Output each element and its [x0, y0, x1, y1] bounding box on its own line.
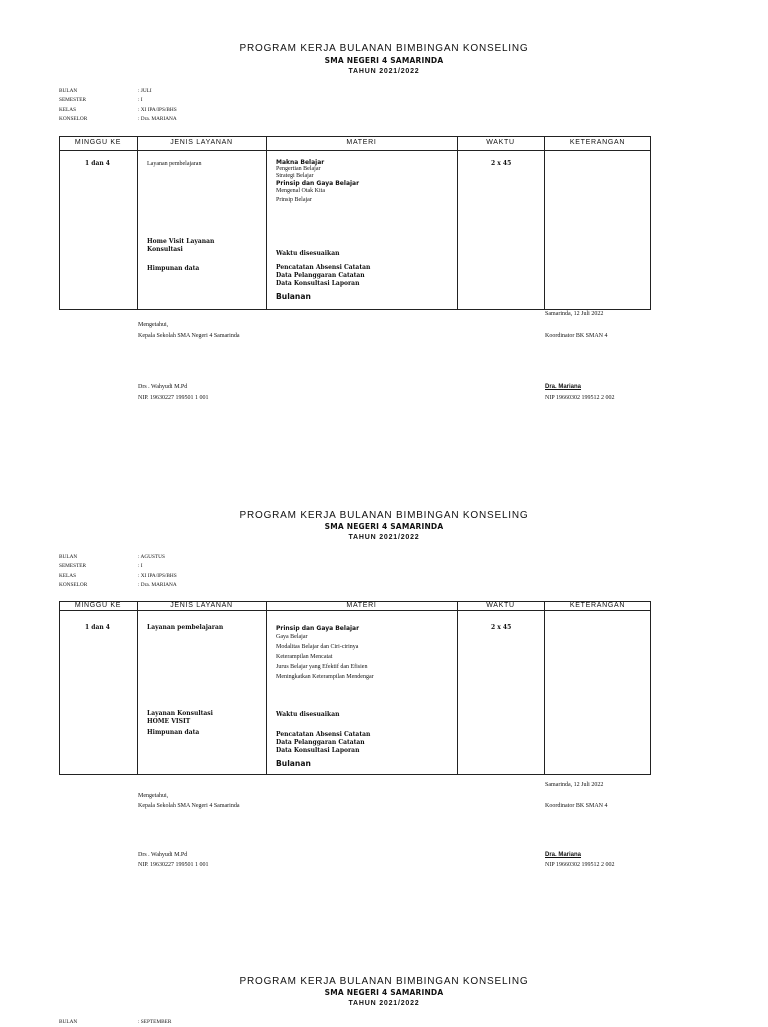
- program-table: [59, 136, 651, 310]
- minggu-value: 1 dan 4: [85, 624, 110, 631]
- pencatatan-list: [276, 264, 370, 288]
- meta-value-konselor: : Dra. MARIANA: [138, 115, 177, 122]
- materi-item: Keterampilan Mencatat: [276, 654, 333, 660]
- doc-title: PROGRAM KERJA BULANAN BIMBINGAN KONSELING: [239, 43, 529, 54]
- header-minggu-ke: MINGGU KE: [74, 139, 122, 146]
- meta-value-bulan: : SEPTEMBER: [138, 1019, 172, 1025]
- column-divider: [266, 601, 267, 775]
- materi-item: Jurus Belajar yang Efektif dan Efisien: [276, 664, 368, 670]
- school-name: SMA NEGERI 4 SAMARINDA: [324, 56, 444, 65]
- column-divider: [544, 601, 545, 775]
- waktu-value: 2 x 45: [491, 160, 512, 167]
- pencatatan-item: Data Konsultasi Laporan: [276, 280, 360, 287]
- meta-value-bulan: : JULI: [138, 88, 152, 94]
- column-divider: [137, 136, 138, 310]
- pencatatan-item: Data Pelanggaran Catatan: [276, 272, 365, 279]
- mengetahui-label: Mengetahui,: [138, 322, 169, 328]
- layanan-item: HOME VISIT: [147, 718, 191, 725]
- layanan-item: Konsultasi: [147, 246, 183, 253]
- layanan-item: Home Visit Layanan: [147, 238, 215, 245]
- meta-value-konselor: : Dra. MARIANA: [138, 581, 177, 588]
- materi-item: Prinsip dan Gaya Belajar: [276, 180, 360, 187]
- meta-label-semester: SEMESTER: [59, 97, 87, 104]
- materi-item: Pengertian Belajar: [276, 166, 321, 172]
- meta-value-kelas: : XI IPA/IPS/BHS: [138, 572, 177, 579]
- waktu-disesuaikan: Waktu disesuaikan: [276, 250, 340, 257]
- header-jenis-layanan: JENIS LAYANAN: [170, 139, 233, 146]
- bulanan-label: Bulanan: [276, 759, 311, 768]
- layanan-main: Layanan pembelajaran: [147, 161, 202, 167]
- school-name: SMA NEGERI 4 SAMARINDA: [324, 988, 444, 997]
- koordinator-title: Koordinator BK SMAN 4: [545, 803, 608, 809]
- column-divider: [457, 601, 458, 775]
- meta-label-kelas: KELAS: [59, 106, 77, 113]
- meta-label-bulan: BULAN: [59, 554, 78, 560]
- meta-label-konselor: KONSELOR: [59, 115, 88, 122]
- meta-value-bulan: : AGUSTUS: [138, 554, 165, 560]
- layanan-group: [147, 238, 214, 254]
- pencatatan-item: Data Konsultasi Laporan: [276, 747, 360, 754]
- waktu-disesuaikan: Waktu disesuaikan: [276, 711, 340, 718]
- school-name: SMA NEGERI 4 SAMARINDA: [324, 522, 444, 531]
- column-divider: [544, 136, 545, 310]
- meta-value-kelas: : XI IPA/IPS/BHS: [138, 106, 177, 113]
- meta-label-semester: SEMESTER: [59, 563, 87, 570]
- table-header-divider: [59, 150, 651, 151]
- koordinator-nip: NIP 19660302 199512 2 002: [545, 862, 615, 868]
- header-minggu-ke: MINGGU KE: [74, 602, 122, 609]
- mengetahui-label: Mengetahui,: [138, 793, 169, 799]
- sign-date: Samarinda, 12 Juli 2022: [545, 782, 604, 788]
- koordinator-name: Dra. Mariana: [545, 852, 582, 858]
- table-header-divider: [59, 610, 651, 611]
- pencatatan-item: Pencatatan Absensi Catatan: [276, 731, 371, 738]
- kepala-title: Kepala Sekolah SMA Negeri 4 Samarinda: [138, 803, 240, 809]
- doc-title: PROGRAM KERJA BULANAN BIMBINGAN KONSELING: [239, 976, 529, 987]
- materi-item: Gaya Belajar: [276, 634, 308, 640]
- layanan-extra: Himpunan data: [147, 265, 200, 272]
- materi-item: Strategi Belajar: [276, 173, 314, 179]
- school-year: TAHUN 2021/2022: [348, 1000, 420, 1007]
- doc-title: PROGRAM KERJA BULANAN BIMBINGAN KONSELING: [239, 510, 529, 521]
- materi-list: [276, 624, 374, 682]
- materi-item: Modalitas Belajar dan Ciri-cirinya: [276, 644, 359, 650]
- meta-value-semester: : I: [138, 563, 143, 570]
- materi-item: Meningkatkan Keterampilan Mendengar: [276, 674, 374, 680]
- materi-item: Prinsip dan Gaya Belajar: [276, 625, 360, 632]
- meta-label-bulan: BULAN: [59, 88, 78, 94]
- materi-item: Prinsip Belajar: [276, 197, 312, 203]
- materi-item: Makna Belajar: [276, 159, 325, 166]
- minggu-value: 1 dan 4: [85, 160, 110, 167]
- meta-value-semester: : I: [138, 97, 143, 104]
- header-materi: MATERI: [346, 139, 377, 146]
- meta-label-kelas: KELAS: [59, 572, 77, 579]
- header-jenis-layanan: JENIS LAYANAN: [170, 602, 233, 609]
- column-divider: [137, 601, 138, 775]
- meta-label-konselor: KONSELOR: [59, 581, 88, 588]
- bulanan-label: Bulanan: [276, 292, 311, 301]
- koordinator-name: Dra. Mariana: [545, 384, 582, 390]
- layanan-extra: Himpunan data: [147, 729, 200, 736]
- kepala-name: Drs . Wahyudi M.Pd: [138, 852, 188, 858]
- header-keterangan: KETERANGAN: [569, 602, 626, 609]
- sign-date: Samarinda, 12 Juli 2022: [545, 311, 604, 317]
- kepala-nip: NIP. 19630227 199501 1 001: [138, 395, 209, 401]
- header-waktu: WAKTU: [486, 139, 515, 146]
- layanan-main: Layanan pembelajaran: [147, 624, 224, 631]
- header-keterangan: KETERANGAN: [569, 139, 626, 146]
- materi-item: Mengenal Otak Kita: [276, 188, 325, 194]
- pencatatan-item: Data Pelanggaran Catatan: [276, 739, 365, 746]
- pencatatan-list: [276, 731, 370, 755]
- header-materi: MATERI: [346, 602, 377, 609]
- column-divider: [266, 136, 267, 310]
- meta-label-bulan: BULAN: [59, 1019, 78, 1025]
- materi-list: [276, 159, 359, 205]
- koordinator-title: Koordinator BK SMAN 4: [545, 333, 608, 339]
- kepala-name: Drs . Wahyudi M.Pd: [138, 384, 188, 390]
- school-year: TAHUN 2021/2022: [348, 68, 420, 75]
- koordinator-nip: NIP 19660302 199512 2 002: [545, 395, 615, 401]
- kepala-title: Kepala Sekolah SMA Negeri 4 Samarinda: [138, 333, 240, 339]
- waktu-value: 2 x 45: [491, 624, 512, 631]
- program-table: [59, 601, 651, 775]
- kepala-nip: NIP. 19630227 199501 1 001: [138, 862, 209, 868]
- school-year: TAHUN 2021/2022: [348, 534, 420, 541]
- column-divider: [457, 136, 458, 310]
- header-waktu: WAKTU: [486, 602, 515, 609]
- layanan-item: Layanan Konsultasi: [147, 710, 213, 717]
- pencatatan-item: Pencatatan Absensi Catatan: [276, 264, 371, 271]
- layanan-group: [147, 710, 213, 726]
